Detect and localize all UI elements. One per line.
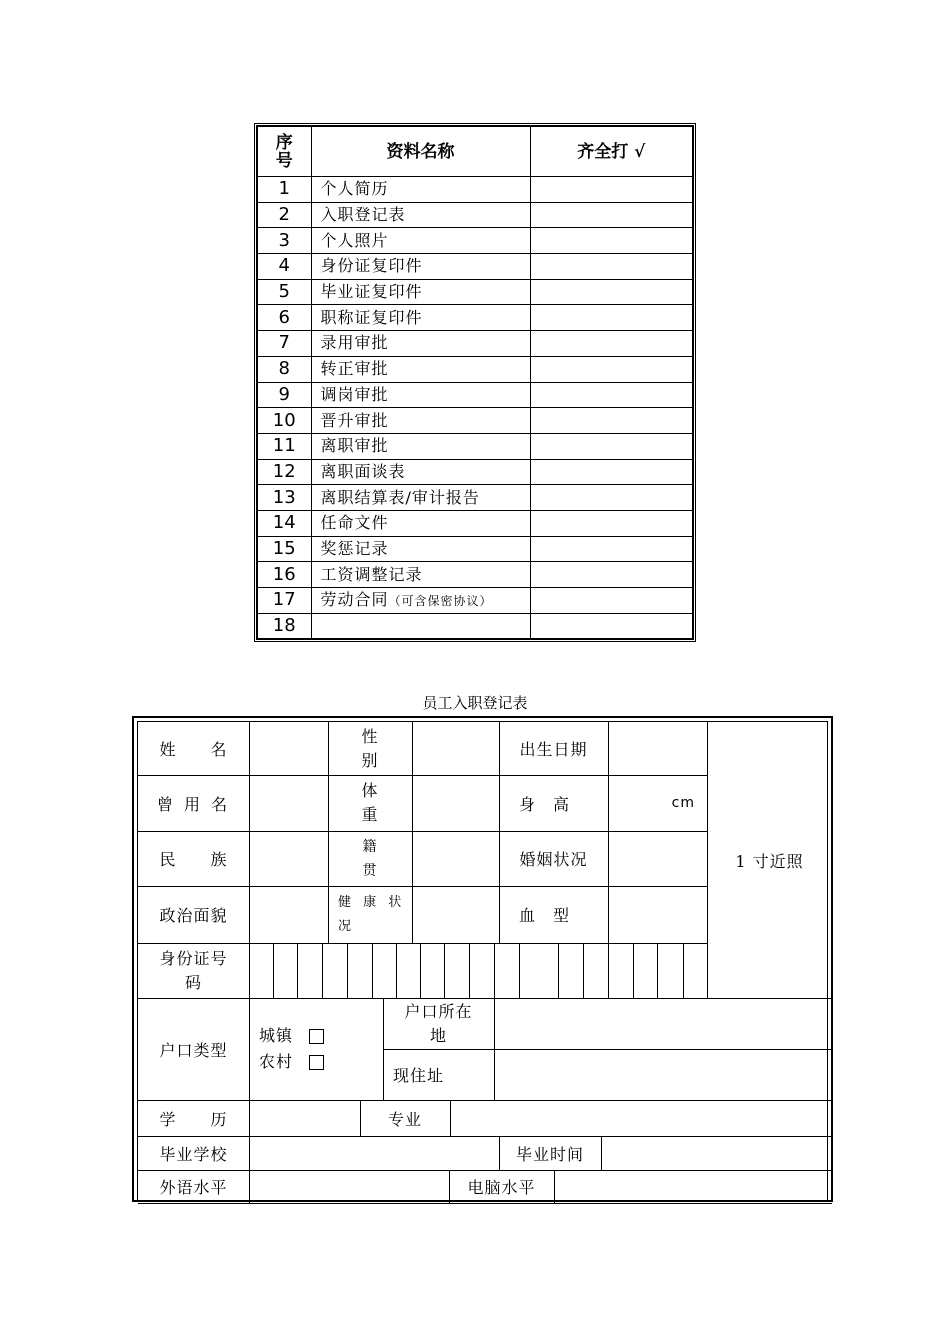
row-check-cell[interactable] bbox=[530, 536, 693, 562]
rural-option[interactable] bbox=[259, 1049, 324, 1075]
checklist-row bbox=[257, 408, 693, 434]
row-number: 13 bbox=[257, 485, 311, 511]
row-check-cell[interactable] bbox=[530, 228, 693, 254]
former-name-label bbox=[138, 775, 249, 831]
row-check-cell[interactable] bbox=[530, 613, 693, 639]
blood-label bbox=[499, 886, 608, 943]
document-name: 转正审批 bbox=[320, 359, 389, 379]
row-document-name bbox=[311, 408, 530, 434]
row-check-cell[interactable] bbox=[530, 177, 693, 203]
document-name: 劳动合同 bbox=[320, 589, 389, 609]
address-label-text: 现住址 bbox=[393, 1066, 445, 1085]
hukou-type-options bbox=[249, 998, 383, 1100]
marital-label bbox=[499, 831, 608, 886]
row-number: 7 bbox=[257, 331, 311, 357]
row-number: 11 bbox=[257, 433, 311, 459]
grid-line bbox=[683, 943, 684, 998]
grad-time-label bbox=[499, 1136, 601, 1170]
photo-label bbox=[707, 722, 832, 998]
birth-label bbox=[499, 722, 608, 775]
hukou-place-field[interactable] bbox=[494, 998, 832, 1049]
row-number: 5 bbox=[257, 279, 311, 305]
document-name: 录用审批 bbox=[320, 333, 389, 353]
row-check-cell[interactable] bbox=[530, 202, 693, 228]
row-number: 14 bbox=[257, 510, 311, 536]
height-field-text: cm bbox=[671, 795, 695, 811]
marital-label-text: 婚姻状况 bbox=[519, 850, 588, 869]
gender-field[interactable] bbox=[412, 722, 499, 775]
address-label bbox=[383, 1049, 494, 1100]
height-field[interactable] bbox=[608, 775, 707, 831]
checklist-row bbox=[257, 588, 693, 614]
former-name-label-text: 曾 用 名 bbox=[156, 794, 231, 814]
weight-label bbox=[328, 775, 412, 831]
document-name: 奖惩记录 bbox=[320, 538, 389, 558]
checklist-row bbox=[257, 459, 693, 485]
hukou-place-label bbox=[383, 998, 494, 1049]
checklist-row bbox=[257, 485, 693, 511]
height-label-text: 身 高 bbox=[519, 794, 571, 814]
checklist-row bbox=[257, 254, 693, 280]
grid-line bbox=[273, 943, 274, 998]
checklist-row bbox=[257, 279, 693, 305]
form-grid bbox=[137, 721, 828, 1200]
row-document-name bbox=[311, 279, 530, 305]
grid-line bbox=[657, 943, 658, 998]
grid-line bbox=[558, 943, 559, 998]
registration-form bbox=[132, 716, 833, 1202]
row-document-name bbox=[311, 510, 530, 536]
grid-line bbox=[420, 943, 421, 998]
health-label-text: 健 康 状 况 bbox=[338, 894, 406, 934]
ethnicity-label-text: 民 族 bbox=[159, 850, 228, 869]
checklist-row bbox=[257, 305, 693, 331]
checklist-row bbox=[257, 331, 693, 357]
document-name: 离职结算表/审计报告 bbox=[320, 487, 480, 507]
checklist-row bbox=[257, 536, 693, 562]
birth-field[interactable] bbox=[608, 722, 707, 775]
grid-line bbox=[297, 943, 298, 998]
urban-label: 城镇 bbox=[259, 1026, 294, 1045]
photo-label-text: 1 寸近照 bbox=[735, 851, 804, 871]
row-check-cell[interactable] bbox=[530, 459, 693, 485]
id-number-label-text: 身份证号 码 bbox=[159, 948, 228, 992]
grid-line bbox=[633, 943, 634, 998]
row-document-name bbox=[311, 382, 530, 408]
row-document-name bbox=[311, 433, 530, 459]
row-check-cell[interactable] bbox=[530, 562, 693, 588]
checklist-row bbox=[257, 228, 693, 254]
document-name: 个人照片 bbox=[320, 230, 389, 250]
checklist-row bbox=[257, 382, 693, 408]
grid-line bbox=[138, 1203, 832, 1204]
hukou-type-label bbox=[138, 998, 249, 1100]
language-field[interactable] bbox=[249, 1170, 449, 1203]
row-number: 1 bbox=[257, 177, 311, 203]
header-check: 齐全打 √ bbox=[530, 126, 693, 177]
row-check-cell[interactable] bbox=[530, 408, 693, 434]
political-field[interactable] bbox=[249, 886, 328, 943]
blood-label-text: 血 型 bbox=[519, 906, 571, 925]
form-title: 员工入职登记表 bbox=[422, 694, 528, 712]
name-field[interactable] bbox=[249, 722, 328, 775]
row-document-name bbox=[311, 177, 530, 203]
checklist-row bbox=[257, 202, 693, 228]
checklist-header-row bbox=[257, 126, 693, 177]
native-place-label bbox=[328, 831, 412, 886]
health-field[interactable] bbox=[412, 886, 499, 943]
hukou-place-label-text: 户口所在 地 bbox=[404, 1001, 473, 1045]
grid-line bbox=[494, 943, 495, 998]
row-number: 3 bbox=[257, 228, 311, 254]
native-place-field[interactable] bbox=[412, 831, 499, 886]
former-name-field[interactable] bbox=[249, 775, 328, 831]
row-document-name bbox=[311, 228, 530, 254]
row-document-name bbox=[311, 588, 530, 614]
header-seq: 序 号 bbox=[257, 126, 311, 177]
row-number: 16 bbox=[257, 562, 311, 588]
document-name: 毕业证复印件 bbox=[320, 282, 423, 302]
id-number-label bbox=[138, 943, 249, 998]
row-document-name bbox=[311, 613, 530, 639]
major-field[interactable] bbox=[450, 1100, 832, 1136]
weight-label-text: 体 重 bbox=[361, 781, 379, 824]
gender-label-text: 性 别 bbox=[361, 726, 379, 770]
birth-label-text: 出生日期 bbox=[519, 740, 588, 759]
health-label bbox=[328, 886, 412, 943]
gender-label bbox=[328, 722, 412, 775]
row-number: 6 bbox=[257, 305, 311, 331]
row-check-cell[interactable] bbox=[530, 433, 693, 459]
computer-field[interactable] bbox=[554, 1170, 832, 1203]
document-name: 个人简历 bbox=[320, 179, 389, 199]
row-document-name bbox=[311, 562, 530, 588]
checklist-row bbox=[257, 613, 693, 639]
document-name: 身份证复印件 bbox=[320, 256, 423, 276]
document-name: 调岗审批 bbox=[320, 384, 389, 404]
row-check-cell[interactable] bbox=[530, 331, 693, 357]
document-name: 任命文件 bbox=[320, 513, 389, 533]
row-document-name bbox=[311, 356, 530, 382]
checklist-row bbox=[257, 510, 693, 536]
row-number: 10 bbox=[257, 408, 311, 434]
row-check-cell[interactable] bbox=[530, 510, 693, 536]
language-label-text: 外语水平 bbox=[159, 1178, 228, 1197]
row-number: 18 bbox=[257, 613, 311, 639]
language-label bbox=[138, 1170, 249, 1203]
address-field[interactable] bbox=[494, 1049, 832, 1100]
marital-field[interactable] bbox=[608, 831, 707, 886]
school-label-text: 毕业学校 bbox=[159, 1144, 228, 1164]
grid-line bbox=[372, 943, 373, 998]
document-name: 职称证复印件 bbox=[320, 307, 423, 327]
education-label-text: 学 历 bbox=[159, 1109, 228, 1129]
grid-line bbox=[396, 943, 397, 998]
row-check-cell[interactable] bbox=[530, 382, 693, 408]
height-label bbox=[499, 775, 608, 831]
row-check-cell[interactable] bbox=[530, 356, 693, 382]
row-document-name bbox=[311, 459, 530, 485]
row-number: 9 bbox=[257, 382, 311, 408]
political-label bbox=[138, 886, 249, 943]
document-note: （可含保密协议） bbox=[388, 593, 493, 608]
ethnicity-field[interactable] bbox=[249, 831, 328, 886]
grid-line bbox=[444, 943, 445, 998]
checklist-row bbox=[257, 356, 693, 382]
grid-line bbox=[322, 943, 323, 998]
education-field[interactable] bbox=[249, 1100, 360, 1136]
school-field[interactable] bbox=[249, 1136, 499, 1170]
row-document-name bbox=[311, 202, 530, 228]
name-label-text: 姓 名 bbox=[159, 740, 228, 759]
urban-option[interactable] bbox=[259, 1023, 324, 1049]
header-name: 资料名称 bbox=[311, 126, 530, 177]
checklist-row bbox=[257, 562, 693, 588]
document-name: 工资调整记录 bbox=[320, 564, 423, 584]
blood-field[interactable] bbox=[608, 886, 707, 943]
row-number: 17 bbox=[257, 588, 311, 614]
row-number: 2 bbox=[257, 202, 311, 228]
document-name: 离职面谈表 bbox=[320, 461, 406, 481]
major-label bbox=[360, 1100, 450, 1136]
row-number: 4 bbox=[257, 254, 311, 280]
school-label bbox=[138, 1136, 249, 1170]
grad-time-label-text: 毕业时间 bbox=[515, 1144, 584, 1164]
grid-line bbox=[347, 943, 348, 998]
hukou-type-label-text: 户口类型 bbox=[159, 1040, 228, 1060]
political-label-text: 政治面貌 bbox=[159, 906, 228, 925]
grid-line bbox=[519, 943, 520, 998]
major-label-text: 专业 bbox=[387, 1109, 422, 1129]
checklist-row bbox=[257, 177, 693, 203]
row-check-cell[interactable] bbox=[530, 485, 693, 511]
row-check-cell[interactable] bbox=[530, 279, 693, 305]
weight-field[interactable] bbox=[412, 775, 499, 831]
row-check-cell[interactable] bbox=[530, 254, 693, 280]
checklist-row bbox=[257, 433, 693, 459]
document-name: 离职审批 bbox=[320, 436, 389, 456]
row-document-name bbox=[311, 485, 530, 511]
row-number: 15 bbox=[257, 536, 311, 562]
document-name: 晋升审批 bbox=[320, 410, 389, 430]
name-label bbox=[138, 722, 249, 775]
row-document-name bbox=[311, 254, 530, 280]
computer-label bbox=[449, 1170, 554, 1203]
urban-checkbox[interactable] bbox=[309, 1029, 324, 1044]
grad-time-field[interactable] bbox=[601, 1136, 832, 1170]
row-document-name bbox=[311, 305, 530, 331]
document-checklist-table bbox=[256, 125, 694, 640]
grid-line bbox=[469, 943, 470, 998]
row-document-name bbox=[311, 536, 530, 562]
ethnicity-label bbox=[138, 831, 249, 886]
row-number: 12 bbox=[257, 459, 311, 485]
row-number: 8 bbox=[257, 356, 311, 382]
rural-checkbox[interactable] bbox=[309, 1055, 324, 1070]
native-place-label-text: 籍 贯 bbox=[362, 838, 378, 879]
rural-label: 农村 bbox=[259, 1052, 294, 1071]
row-check-cell[interactable] bbox=[530, 305, 693, 331]
row-document-name bbox=[311, 331, 530, 357]
row-check-cell[interactable] bbox=[530, 588, 693, 614]
document-name: 入职登记表 bbox=[320, 205, 406, 225]
education-label bbox=[138, 1100, 249, 1136]
grid-line bbox=[583, 943, 584, 998]
computer-label-text: 电脑水平 bbox=[467, 1178, 536, 1197]
